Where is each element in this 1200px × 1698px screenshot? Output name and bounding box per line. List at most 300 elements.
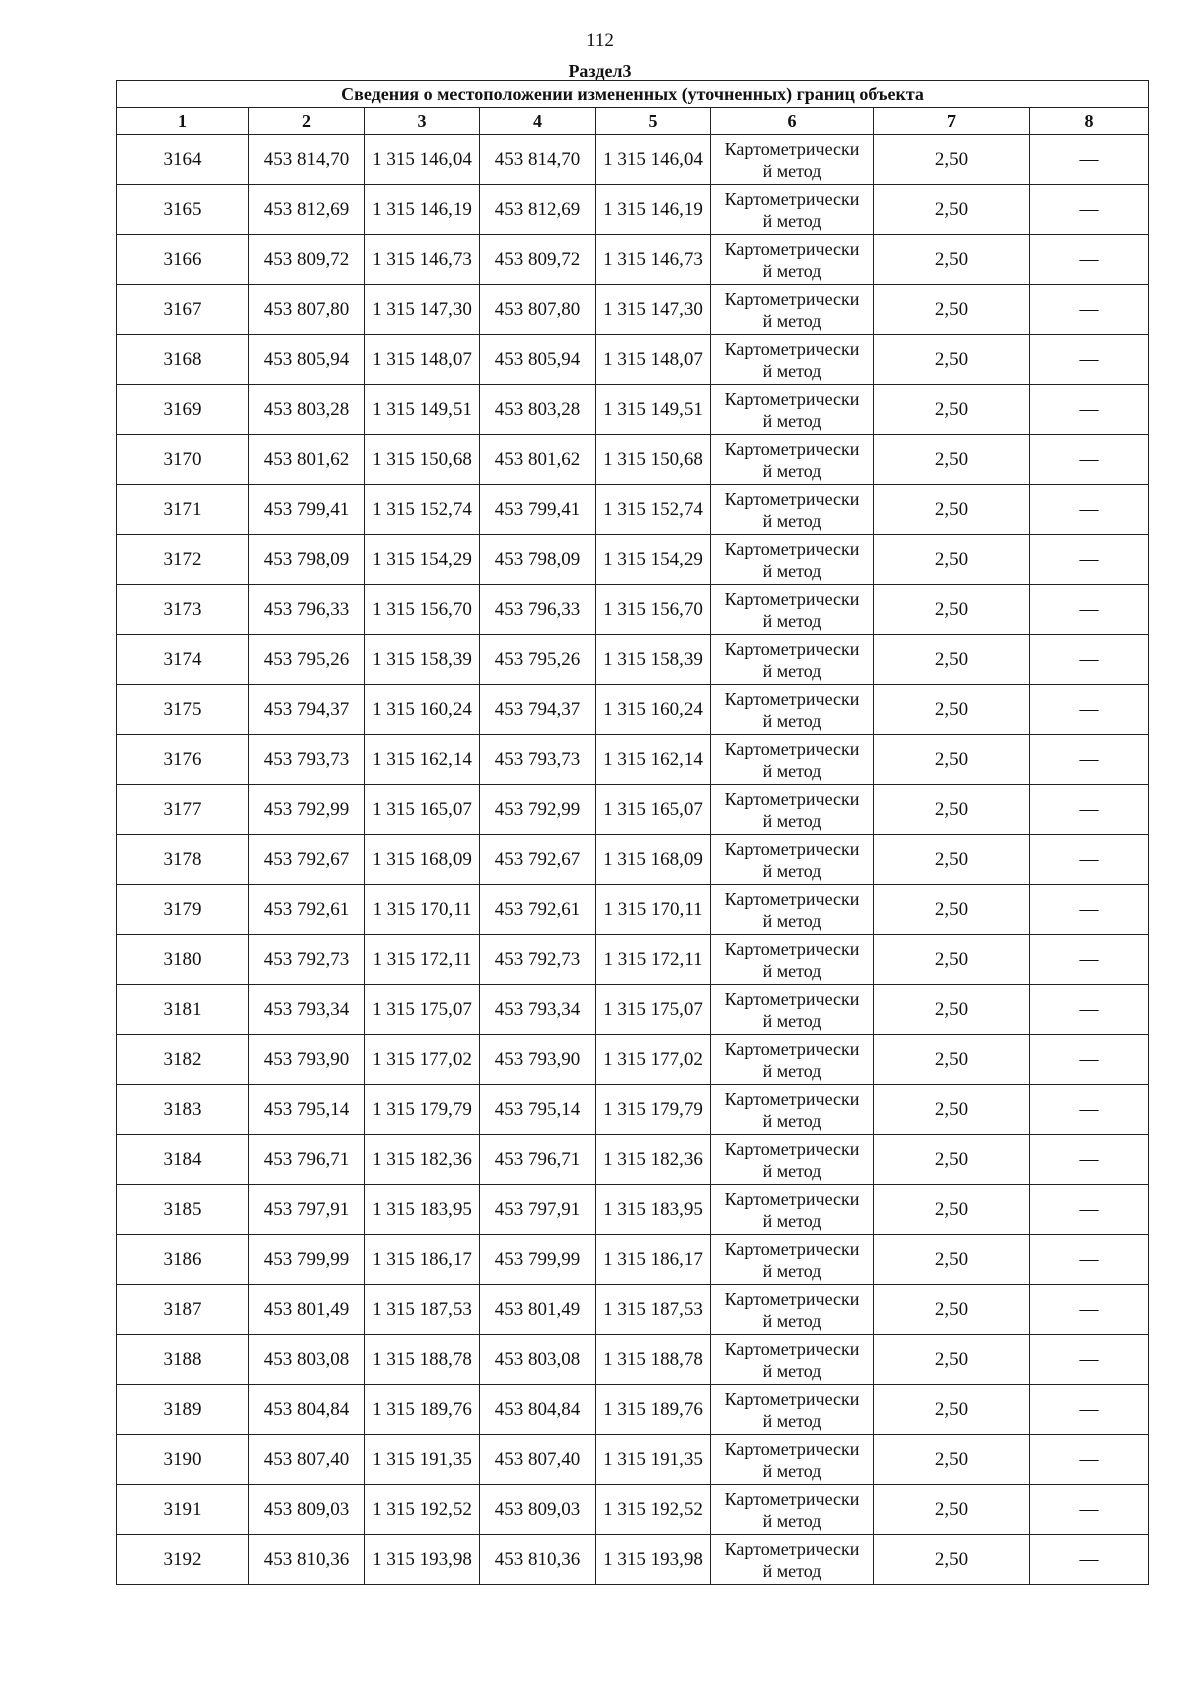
note-cell: —	[1030, 1185, 1149, 1235]
x-old-cell: 453 801,49	[249, 1285, 365, 1335]
table-row	[117, 735, 1149, 785]
method-line-1: Картометрически	[724, 1338, 860, 1359]
note-cell: —	[1030, 535, 1149, 585]
note-cell: —	[1030, 935, 1149, 985]
coordinates-table	[116, 80, 1149, 1585]
method-cell	[711, 1535, 874, 1585]
column-number-7: 7	[874, 108, 1030, 135]
note-cell: —	[1030, 1335, 1149, 1385]
y-new-cell: 1 315 150,68	[596, 435, 711, 485]
x-old-cell: 453 797,91	[249, 1185, 365, 1235]
accuracy-cell: 2,50	[874, 985, 1030, 1035]
table-row	[117, 1085, 1149, 1135]
y-new-cell: 1 315 156,70	[596, 585, 711, 635]
method-line-1: Картометрически	[724, 588, 860, 609]
y-old-cell: 1 315 146,04	[365, 135, 480, 185]
method-line-1: Картометрически	[724, 988, 860, 1009]
y-new-cell: 1 315 187,53	[596, 1285, 711, 1335]
y-new-cell: 1 315 147,30	[596, 285, 711, 335]
method-cell	[711, 285, 874, 335]
x-old-cell: 453 795,26	[249, 635, 365, 685]
note-cell: —	[1030, 1485, 1149, 1535]
note-cell: —	[1030, 135, 1149, 185]
method-line-2: й метод	[762, 160, 822, 181]
point-number-cell: 3179	[117, 885, 249, 935]
method-line-2: й метод	[762, 1510, 822, 1531]
y-new-cell: 1 315 154,29	[596, 535, 711, 585]
point-number-cell: 3169	[117, 385, 249, 435]
method-line-1: Картометрически	[724, 1438, 860, 1459]
y-new-cell: 1 315 152,74	[596, 485, 711, 535]
method-cell	[711, 1185, 874, 1235]
y-old-cell: 1 315 165,07	[365, 785, 480, 835]
y-new-cell: 1 315 179,79	[596, 1085, 711, 1135]
x-new-cell: 453 798,09	[480, 535, 596, 585]
y-old-cell: 1 315 191,35	[365, 1435, 480, 1485]
accuracy-cell: 2,50	[874, 1285, 1030, 1335]
point-number-cell: 3185	[117, 1185, 249, 1235]
accuracy-cell: 2,50	[874, 485, 1030, 535]
point-number-cell: 3172	[117, 535, 249, 585]
note-cell: —	[1030, 685, 1149, 735]
method-line-1: Картометрически	[724, 338, 860, 359]
x-old-cell: 453 792,99	[249, 785, 365, 835]
method-line-1: Картометрически	[724, 488, 860, 509]
column-number-2: 2	[249, 108, 365, 135]
column-number-6: 6	[711, 108, 874, 135]
note-cell: —	[1030, 1235, 1149, 1285]
method-cell	[711, 735, 874, 785]
method-line-2: й метод	[762, 660, 822, 681]
point-number-cell: 3187	[117, 1285, 249, 1335]
table-row	[117, 285, 1149, 335]
y-old-cell: 1 315 146,19	[365, 185, 480, 235]
x-old-cell: 453 799,99	[249, 1235, 365, 1285]
accuracy-cell: 2,50	[874, 1135, 1030, 1185]
table-row	[117, 435, 1149, 485]
y-new-cell: 1 315 177,02	[596, 1035, 711, 1085]
y-old-cell: 1 315 146,73	[365, 235, 480, 285]
x-new-cell: 453 805,94	[480, 335, 596, 385]
method-line-2: й метод	[762, 960, 822, 981]
table-row	[117, 1285, 1149, 1335]
point-number-cell: 3191	[117, 1485, 249, 1535]
method-cell	[711, 885, 874, 935]
y-new-cell: 1 315 148,07	[596, 335, 711, 385]
accuracy-cell: 2,50	[874, 1435, 1030, 1485]
x-new-cell: 453 809,03	[480, 1485, 596, 1535]
column-number-3: 3	[365, 108, 480, 135]
x-new-cell: 453 810,36	[480, 1535, 596, 1585]
method-line-1: Картометрически	[724, 1138, 860, 1159]
accuracy-cell: 2,50	[874, 885, 1030, 935]
method-cell	[711, 835, 874, 885]
table-row	[117, 635, 1149, 685]
method-line-2: й метод	[762, 560, 822, 581]
x-new-cell: 453 807,80	[480, 285, 596, 335]
method-line-1: Картометрически	[724, 938, 860, 959]
x-old-cell: 453 793,34	[249, 985, 365, 1035]
accuracy-cell: 2,50	[874, 135, 1030, 185]
method-line-1: Картометрически	[724, 438, 860, 459]
x-old-cell: 453 792,73	[249, 935, 365, 985]
method-line-1: Картометрически	[724, 1038, 860, 1059]
y-old-cell: 1 315 158,39	[365, 635, 480, 685]
y-new-cell: 1 315 188,78	[596, 1335, 711, 1385]
note-cell: —	[1030, 1035, 1149, 1085]
method-cell	[711, 235, 874, 285]
point-number-cell: 3176	[117, 735, 249, 785]
method-line-1: Картометрически	[724, 188, 860, 209]
point-number-cell: 3167	[117, 285, 249, 335]
y-old-cell: 1 315 170,11	[365, 885, 480, 935]
method-line-2: й метод	[762, 860, 822, 881]
y-new-cell: 1 315 146,04	[596, 135, 711, 185]
table-body	[117, 135, 1149, 1585]
table-row	[117, 1035, 1149, 1085]
table-row	[117, 335, 1149, 385]
y-old-cell: 1 315 186,17	[365, 1235, 480, 1285]
y-new-cell: 1 315 182,36	[596, 1135, 711, 1185]
method-line-2: й метод	[762, 210, 822, 231]
x-new-cell: 453 801,62	[480, 435, 596, 485]
note-cell: —	[1030, 1535, 1149, 1585]
note-cell: —	[1030, 1385, 1149, 1435]
x-new-cell: 453 809,72	[480, 235, 596, 285]
accuracy-cell: 2,50	[874, 1535, 1030, 1585]
note-cell: —	[1030, 1085, 1149, 1135]
method-line-2: й метод	[762, 1460, 822, 1481]
accuracy-cell: 2,50	[874, 1485, 1030, 1535]
method-cell	[711, 1235, 874, 1285]
x-new-cell: 453 801,49	[480, 1285, 596, 1335]
x-new-cell: 453 799,41	[480, 485, 596, 535]
method-line-2: й метод	[762, 1360, 822, 1381]
accuracy-cell: 2,50	[874, 785, 1030, 835]
method-line-2: й метод	[762, 1210, 822, 1231]
method-line-2: й метод	[762, 360, 822, 381]
x-old-cell: 453 814,70	[249, 135, 365, 185]
table-row	[117, 935, 1149, 985]
y-new-cell: 1 315 158,39	[596, 635, 711, 685]
accuracy-cell: 2,50	[874, 835, 1030, 885]
method-line-1: Картометрически	[724, 738, 860, 759]
x-new-cell: 453 792,61	[480, 885, 596, 935]
method-cell	[711, 985, 874, 1035]
point-number-cell: 3175	[117, 685, 249, 735]
x-new-cell: 453 797,91	[480, 1185, 596, 1235]
table-row	[117, 185, 1149, 235]
x-new-cell: 453 793,73	[480, 735, 596, 785]
y-old-cell: 1 315 175,07	[365, 985, 480, 1035]
point-number-cell: 3189	[117, 1385, 249, 1435]
y-new-cell: 1 315 175,07	[596, 985, 711, 1035]
y-old-cell: 1 315 156,70	[365, 585, 480, 635]
table-row	[117, 1335, 1149, 1385]
method-cell	[711, 635, 874, 685]
y-old-cell: 1 315 160,24	[365, 685, 480, 735]
y-old-cell: 1 315 192,52	[365, 1485, 480, 1535]
accuracy-cell: 2,50	[874, 1085, 1030, 1135]
table-row	[117, 1435, 1149, 1485]
x-old-cell: 453 792,61	[249, 885, 365, 935]
method-line-1: Картометрически	[724, 538, 860, 559]
y-old-cell: 1 315 189,76	[365, 1385, 480, 1435]
method-line-2: й метод	[762, 410, 822, 431]
note-cell: —	[1030, 1285, 1149, 1335]
accuracy-cell: 2,50	[874, 385, 1030, 435]
point-number-cell: 3186	[117, 1235, 249, 1285]
y-new-cell: 1 315 165,07	[596, 785, 711, 835]
method-line-2: й метод	[762, 310, 822, 331]
method-cell	[711, 1335, 874, 1385]
method-line-1: Картометрически	[724, 838, 860, 859]
y-new-cell: 1 315 192,52	[596, 1485, 711, 1535]
table-row	[117, 1135, 1149, 1185]
x-old-cell: 453 804,84	[249, 1385, 365, 1435]
method-line-2: й метод	[762, 510, 822, 531]
y-old-cell: 1 315 148,07	[365, 335, 480, 385]
x-new-cell: 453 795,26	[480, 635, 596, 685]
accuracy-cell: 2,50	[874, 935, 1030, 985]
x-old-cell: 453 793,90	[249, 1035, 365, 1085]
method-cell	[711, 1285, 874, 1335]
accuracy-cell: 2,50	[874, 535, 1030, 585]
point-number-cell: 3178	[117, 835, 249, 885]
method-cell	[711, 1435, 874, 1485]
y-old-cell: 1 315 150,68	[365, 435, 480, 485]
column-number-row	[117, 108, 1149, 135]
method-line-2: й метод	[762, 260, 822, 281]
point-number-cell: 3181	[117, 985, 249, 1035]
y-old-cell: 1 315 149,51	[365, 385, 480, 435]
note-cell: —	[1030, 235, 1149, 285]
note-cell: —	[1030, 485, 1149, 535]
y-old-cell: 1 315 154,29	[365, 535, 480, 585]
method-line-2: й метод	[762, 1060, 822, 1081]
accuracy-cell: 2,50	[874, 335, 1030, 385]
point-number-cell: 3164	[117, 135, 249, 185]
table-row	[117, 385, 1149, 435]
point-number-cell: 3166	[117, 235, 249, 285]
x-new-cell: 453 795,14	[480, 1085, 596, 1135]
note-cell: —	[1030, 635, 1149, 685]
method-cell	[711, 685, 874, 735]
accuracy-cell: 2,50	[874, 1235, 1030, 1285]
x-new-cell: 453 792,99	[480, 785, 596, 835]
method-line-2: й метод	[762, 1110, 822, 1131]
method-line-1: Картометрически	[724, 238, 860, 259]
y-old-cell: 1 315 177,02	[365, 1035, 480, 1085]
method-line-1: Картометрически	[724, 1188, 860, 1209]
y-old-cell: 1 315 162,14	[365, 735, 480, 785]
point-number-cell: 3188	[117, 1335, 249, 1385]
x-old-cell: 453 807,80	[249, 285, 365, 335]
point-number-cell: 3183	[117, 1085, 249, 1135]
x-new-cell: 453 812,69	[480, 185, 596, 235]
column-number-1: 1	[117, 108, 249, 135]
table-row	[117, 585, 1149, 635]
x-old-cell: 453 807,40	[249, 1435, 365, 1485]
method-line-1: Картометрически	[724, 1088, 860, 1109]
method-cell	[711, 535, 874, 585]
accuracy-cell: 2,50	[874, 185, 1030, 235]
y-new-cell: 1 315 189,76	[596, 1385, 711, 1435]
x-old-cell: 453 803,28	[249, 385, 365, 435]
point-number-cell: 3170	[117, 435, 249, 485]
column-number-4: 4	[480, 108, 596, 135]
accuracy-cell: 2,50	[874, 585, 1030, 635]
x-old-cell: 453 809,03	[249, 1485, 365, 1535]
x-new-cell: 453 807,40	[480, 1435, 596, 1485]
x-new-cell: 453 793,90	[480, 1035, 596, 1085]
y-old-cell: 1 315 183,95	[365, 1185, 480, 1235]
method-line-2: й метод	[762, 610, 822, 631]
method-line-1: Картометрически	[724, 1238, 860, 1259]
x-old-cell: 453 795,14	[249, 1085, 365, 1135]
accuracy-cell: 2,50	[874, 635, 1030, 685]
accuracy-cell: 2,50	[874, 235, 1030, 285]
x-old-cell: 453 805,94	[249, 335, 365, 385]
y-old-cell: 1 315 187,53	[365, 1285, 480, 1335]
note-cell: —	[1030, 985, 1149, 1035]
method-line-1: Картометрически	[724, 288, 860, 309]
x-new-cell: 453 803,08	[480, 1335, 596, 1385]
method-line-2: й метод	[762, 1260, 822, 1281]
note-cell: —	[1030, 285, 1149, 335]
method-cell	[711, 385, 874, 435]
accuracy-cell: 2,50	[874, 1335, 1030, 1385]
x-new-cell: 453 792,73	[480, 935, 596, 985]
y-new-cell: 1 315 146,73	[596, 235, 711, 285]
x-old-cell: 453 794,37	[249, 685, 365, 735]
method-cell	[711, 585, 874, 635]
method-line-2: й метод	[762, 710, 822, 731]
table-row	[117, 985, 1149, 1035]
method-cell	[711, 1485, 874, 1535]
method-line-1: Картометрически	[724, 1388, 860, 1409]
table-row	[117, 135, 1149, 185]
table-row	[117, 535, 1149, 585]
y-old-cell: 1 315 188,78	[365, 1335, 480, 1385]
method-line-2: й метод	[762, 1160, 822, 1181]
table-row	[117, 1185, 1149, 1235]
y-old-cell: 1 315 147,30	[365, 285, 480, 335]
note-cell: —	[1030, 885, 1149, 935]
x-old-cell: 453 809,72	[249, 235, 365, 285]
y-new-cell: 1 315 149,51	[596, 385, 711, 435]
accuracy-cell: 2,50	[874, 285, 1030, 335]
accuracy-cell: 2,50	[874, 1385, 1030, 1435]
accuracy-cell: 2,50	[874, 735, 1030, 785]
table-row	[117, 835, 1149, 885]
y-new-cell: 1 315 191,35	[596, 1435, 711, 1485]
x-old-cell: 453 796,71	[249, 1135, 365, 1185]
method-line-2: й метод	[762, 910, 822, 931]
method-line-1: Картометрически	[724, 888, 860, 909]
page-number: 112	[586, 30, 614, 51]
x-new-cell: 453 803,28	[480, 385, 596, 435]
method-cell	[711, 785, 874, 835]
point-number-cell: 3192	[117, 1535, 249, 1585]
note-cell: —	[1030, 1135, 1149, 1185]
method-line-1: Картометрически	[724, 1538, 860, 1559]
x-new-cell: 453 814,70	[480, 135, 596, 185]
table-row	[117, 885, 1149, 935]
y-new-cell: 1 315 193,98	[596, 1535, 711, 1585]
y-new-cell: 1 315 186,17	[596, 1235, 711, 1285]
method-cell	[711, 1085, 874, 1135]
x-new-cell: 453 792,67	[480, 835, 596, 885]
method-cell	[711, 485, 874, 535]
accuracy-cell: 2,50	[874, 685, 1030, 735]
note-cell: —	[1030, 835, 1149, 885]
x-old-cell: 453 798,09	[249, 535, 365, 585]
y-old-cell: 1 315 179,79	[365, 1085, 480, 1135]
method-line-1: Картометрически	[724, 1488, 860, 1509]
method-line-2: й метод	[762, 810, 822, 831]
table-row	[117, 1235, 1149, 1285]
table-caption: Сведения о местоположении измененных (уточненных) границ объекта	[117, 81, 1149, 108]
x-old-cell: 453 803,08	[249, 1335, 365, 1385]
point-number-cell: 3177	[117, 785, 249, 835]
method-cell	[711, 135, 874, 185]
x-old-cell: 453 801,62	[249, 435, 365, 485]
column-number-8: 8	[1030, 108, 1149, 135]
method-line-1: Картометрически	[724, 138, 860, 159]
method-cell	[711, 1035, 874, 1085]
point-number-cell: 3171	[117, 485, 249, 535]
x-old-cell: 453 793,73	[249, 735, 365, 785]
table-row	[117, 785, 1149, 835]
x-new-cell: 453 804,84	[480, 1385, 596, 1435]
method-line-2: й метод	[762, 760, 822, 781]
method-line-2: й метод	[762, 1310, 822, 1331]
note-cell: —	[1030, 735, 1149, 785]
x-old-cell: 453 799,41	[249, 485, 365, 535]
table-row	[117, 235, 1149, 285]
x-new-cell: 453 796,71	[480, 1135, 596, 1185]
x-new-cell: 453 796,33	[480, 585, 596, 635]
x-new-cell: 453 793,34	[480, 985, 596, 1035]
accuracy-cell: 2,50	[874, 435, 1030, 485]
point-number-cell: 3168	[117, 335, 249, 385]
method-line-1: Картометрически	[724, 638, 860, 659]
method-cell	[711, 1135, 874, 1185]
point-number-cell: 3173	[117, 585, 249, 635]
table-row	[117, 1535, 1149, 1585]
method-cell	[711, 185, 874, 235]
note-cell: —	[1030, 785, 1149, 835]
note-cell: —	[1030, 185, 1149, 235]
x-old-cell: 453 812,69	[249, 185, 365, 235]
note-cell: —	[1030, 1435, 1149, 1485]
y-new-cell: 1 315 172,11	[596, 935, 711, 985]
table-row	[117, 1485, 1149, 1535]
method-cell	[711, 435, 874, 485]
point-number-cell: 3174	[117, 635, 249, 685]
table-row	[117, 685, 1149, 735]
note-cell: —	[1030, 585, 1149, 635]
method-cell	[711, 1385, 874, 1435]
note-cell: —	[1030, 385, 1149, 435]
method-line-1: Картометрически	[724, 388, 860, 409]
note-cell: —	[1030, 335, 1149, 385]
table-row	[117, 485, 1149, 535]
point-number-cell: 3180	[117, 935, 249, 985]
y-old-cell: 1 315 152,74	[365, 485, 480, 535]
method-cell	[711, 335, 874, 385]
